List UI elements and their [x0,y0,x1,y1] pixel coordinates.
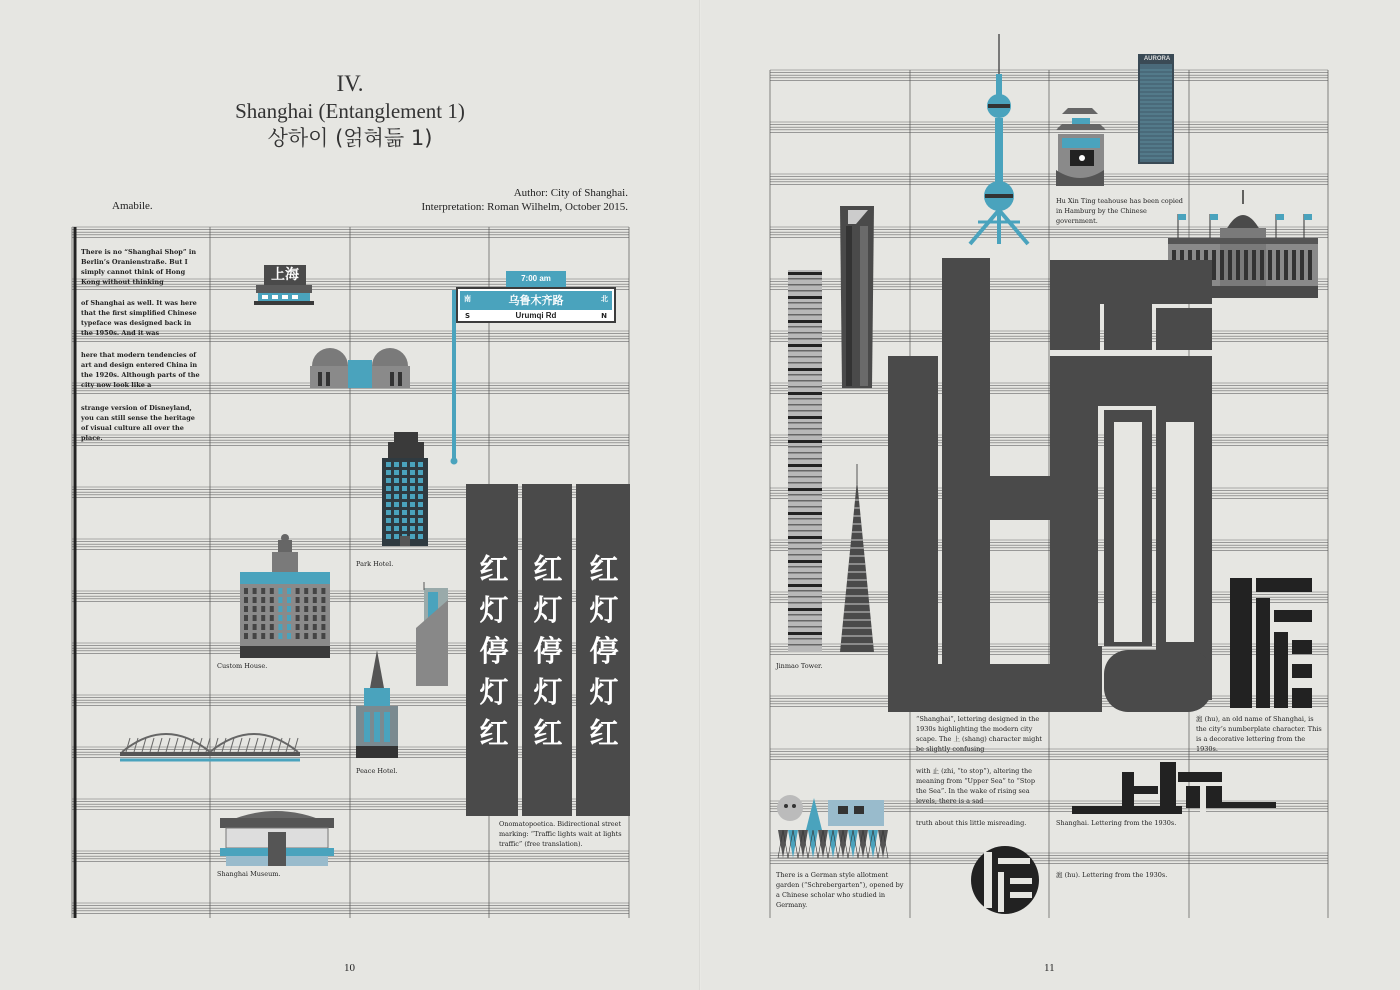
sign-south-cn: 南 [464,295,471,303]
street-marking-char: 灯 [589,675,619,709]
street-marking-column [580,549,628,754]
sign-south: S [465,312,471,320]
street-sign [456,287,616,323]
caption-hu-lettering: 滬 (hu). Lettering from the 1930s. [1056,871,1168,879]
caption-lettering-1: “Shanghai”, lettering designed in the 1930s highlighting the modern city scape. The 上 (shang) character might be slightly confusing [916,715,1043,753]
sign-north-cn: 北 [601,295,608,303]
right-staff-grid [700,0,1400,990]
custom-house-illustration [240,534,330,658]
huxinting-teahouse-illustration [1056,108,1106,186]
author-line: Author: City of Shanghai. [513,187,628,199]
chapter-number: IV. [336,71,364,96]
caption-shanghai-museum: Shanghai Museum. [217,870,281,878]
caption-park-hotel: Park Hotel. [356,560,394,568]
street-marking-char: 红 [479,552,509,586]
sign-chinese: 乌鲁木齐路 [460,291,612,310]
oriental-pearl-tower-illustration [970,34,1028,244]
caption-hu: 滬 (hu), an old name of Shanghai, is the city’s numberplate character. This is a decorative lettering from the 1930s. [1196,715,1322,753]
street-marking-char: 灯 [589,593,619,627]
street-marking-char: 灯 [479,593,509,627]
street-marking-char: 红 [589,552,619,586]
caption-huxinting: Hu Xin Ting teahouse has been copied in Hamburg by the Chinese government. [1056,197,1183,225]
park-hotel-illustration [382,432,428,546]
glass-tower-illustration [416,582,448,686]
street-marking-char: 红 [589,716,619,750]
caption-custom-house: Custom House. [217,662,268,670]
chapter-title-korean: 상하이 (얽혀듦 1) [267,126,433,150]
page-number-right: 11 [1044,962,1055,974]
caption-shanghai-lettering: Shanghai. Lettering from the 1930s. [1056,819,1177,827]
shanghai-museum-illustration [220,811,334,866]
interpretation-line: Interpretation: Roman Wilhelm, October 2015. [421,201,628,213]
world-financial-center-illustration [840,206,874,388]
tempo-marking: Amabile. [112,200,153,212]
intro-text-1: There is no “Shanghai Shop” in Berlin’s Oranienstraße. But I simply cannot think of Hong Kong without thinking [81,248,197,286]
street-marking-column [470,549,518,754]
caption-peace-hotel: Peace Hotel. [356,767,398,775]
street-marking-char: 停 [533,634,563,668]
caption-allotment: There is a German style allotment garden (“Schrebergarten”), opened by a Chinese scholar who studied in Germany. [776,871,904,909]
street-marking-char: 停 [479,634,509,668]
shanghai-lettering-large [888,258,1212,712]
dome-building-illustration [310,348,410,388]
aurora-label: AURORA [1143,56,1171,62]
peace-hotel-illustration [356,650,398,758]
shanghai-lettering-1930s [1072,762,1276,814]
sign-time: 7:00 am [506,271,566,287]
caption-jinmao: Jinmao Tower. [776,662,823,670]
shanghai-tram-illustration [254,285,314,305]
page-number-left: 10 [344,962,355,974]
street-marking-char: 灯 [533,675,563,709]
jinmao-tower-illustration [840,464,874,652]
allotment-garden-illustration [777,795,888,858]
intro-text-2: of Shanghai as well. It was here that the first simplified Chinese typeface was designed back in the 1950s. And it was [81,299,197,337]
intro-text-3: here that modern tendencies of art and design entered China in the 1920s. Although parts of the city now look like a [81,351,200,389]
right-page [700,0,1400,990]
street-marking-char: 灯 [479,675,509,709]
street-marking-char: 红 [533,716,563,750]
chapter-title: Shanghai (Entanglement 1) [235,99,465,123]
striped-skyscraper-illustration [788,270,822,652]
caption-onomatopoetica: Onomatopoetica. Bidirectional street marking: “Traffic lights wait at lights traffic” (free translation). [499,820,622,848]
intro-text-4: strange version of Disneyland, you can still sense the heritage of visual culture all over the place. [81,404,195,442]
hu-circle-lettering [971,846,1039,914]
caption-lettering-2: with 止 (zhi, “to stop”), altering the meaning from “Upper Sea” to “Stop the Sea”. In the wake of rising sea levels, there is a sad [916,767,1035,805]
caption-lettering-3: truth about this little misreading. [916,819,1027,827]
street-marking-char: 停 [589,634,619,668]
shanghai-badge: 上海 [264,265,306,285]
sign-north: N [601,312,607,320]
street-marking-char: 灯 [533,593,563,627]
street-marking-char: 红 [479,716,509,750]
street-marking-column [524,549,572,754]
sign-roman: Urumqi Rd [515,311,557,320]
street-marking-char: 红 [533,552,563,586]
aurora-tower-illustration [1138,54,1174,164]
